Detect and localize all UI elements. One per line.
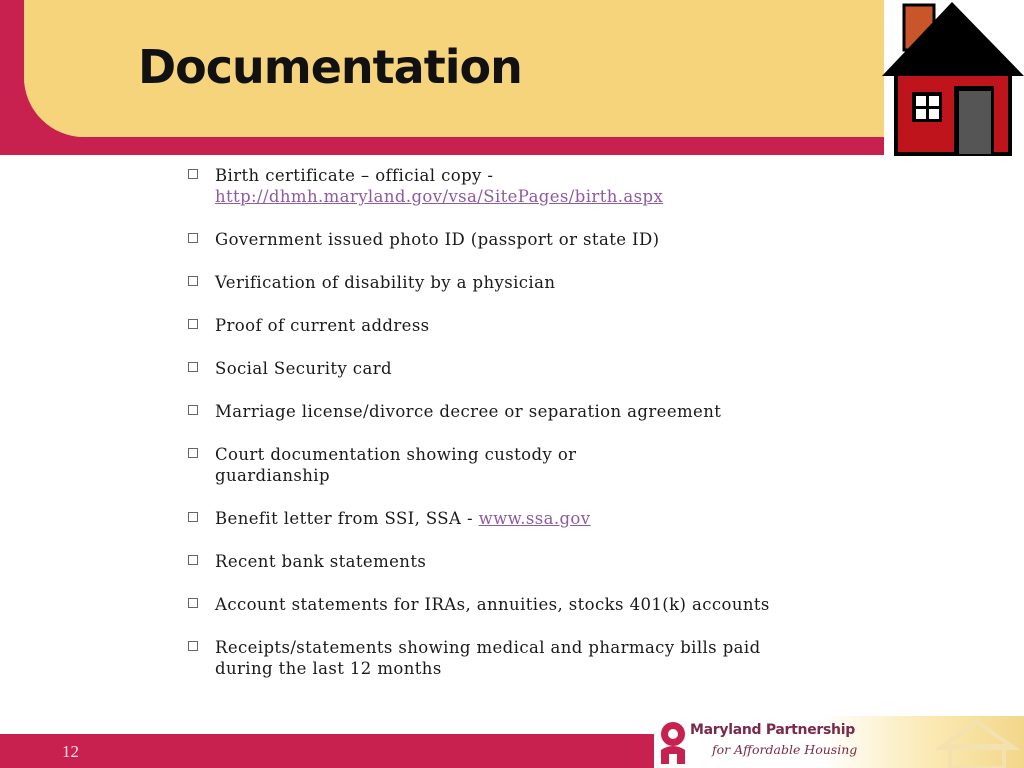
list-item-text: Court documentation showing custody or guardianship <box>215 445 577 485</box>
logo-mark-icon <box>657 720 689 766</box>
list-item-text: Government issued photo ID (passport or state ID) <box>215 230 660 249</box>
list-item <box>188 229 808 250</box>
list-item-text: Proof of current address <box>215 316 430 335</box>
list-item-text: Benefit letter from SSI, SSA - <box>215 509 473 528</box>
bullet-box-icon <box>188 641 198 651</box>
document-list <box>188 165 808 679</box>
ssa-link[interactable]: www.ssa.gov <box>478 509 591 528</box>
list-item <box>188 508 808 529</box>
list-item-text: Marriage license/divorce decree or separation agreement <box>215 402 722 421</box>
list-item-text: Receipts/statements showing medical and pharmacy bills paid during the last 12 months <box>215 638 761 678</box>
house-icon <box>880 0 1024 156</box>
bullet-box-icon <box>188 405 198 415</box>
list-item-text: Social Security card <box>215 359 392 378</box>
list-item-text: Account statements for IRAs, annuities, stocks 401(k) accounts <box>215 595 770 614</box>
bullet-box-icon <box>188 233 198 243</box>
list-item <box>188 272 808 293</box>
list-item <box>188 444 685 486</box>
logo-subtitle: for Affordable Housing <box>712 742 858 757</box>
bullet-box-icon <box>188 362 198 372</box>
logo-house-icon <box>930 718 1024 768</box>
list-item <box>188 358 808 379</box>
list-item <box>188 401 735 422</box>
bullet-box-icon <box>188 555 198 565</box>
bullet-box-icon <box>188 448 198 458</box>
page-title: Documentation <box>138 40 522 94</box>
birth-certificate-link[interactable]: http://dhmh.maryland.gov/vsa/SitePages/birth.aspx <box>215 187 664 206</box>
logo-title: Maryland Partnership <box>690 722 855 738</box>
page-number: 12 <box>62 742 79 761</box>
list-item <box>188 165 808 207</box>
bullet-box-icon <box>188 512 198 522</box>
list-item <box>188 594 815 615</box>
bullet-box-icon <box>188 169 198 179</box>
list-item-text: Recent bank statements <box>215 552 427 571</box>
bullet-box-icon <box>188 598 198 608</box>
bullet-box-icon <box>188 276 198 286</box>
list-item-text: Verification of disability by a physician <box>215 273 556 292</box>
list-item-text: Birth certificate – official copy - <box>215 166 494 185</box>
list-item <box>188 637 815 679</box>
bullet-box-icon <box>188 319 198 329</box>
list-item <box>188 551 808 572</box>
list-item <box>188 315 808 336</box>
